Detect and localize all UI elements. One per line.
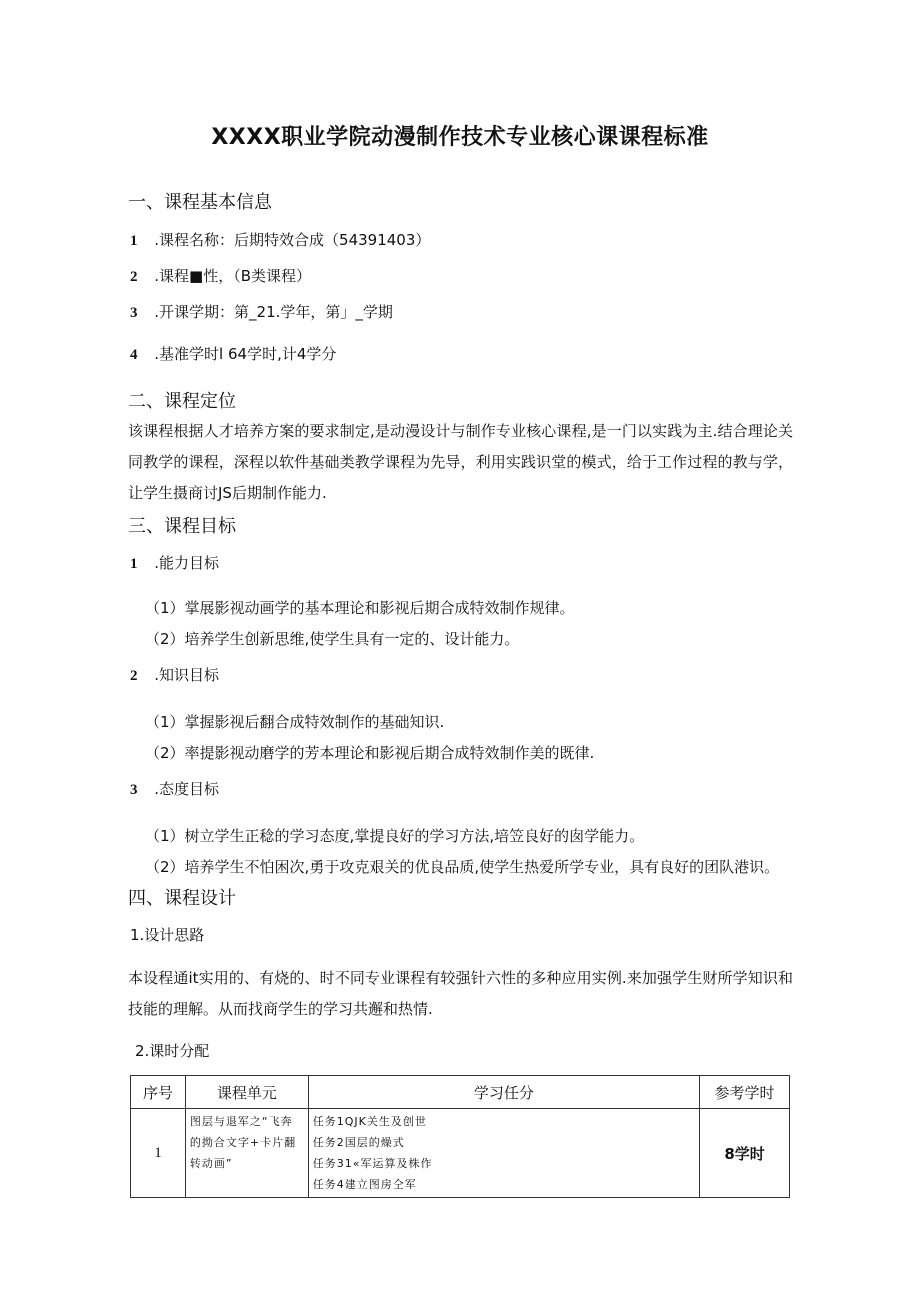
item-text: .课程名称：后期特效合成（54391403） — [154, 231, 431, 249]
table-header-row — [131, 1076, 790, 1109]
cell-hours: 8学时 — [700, 1109, 790, 1198]
item-text: .基准学时l 64学时,计4学分 — [154, 345, 337, 363]
item-text: .开课学期：第_21.学年，第」_学期 — [154, 303, 393, 321]
group-label: .态度目标 — [154, 780, 220, 798]
objective-group-label — [130, 552, 219, 573]
objective-item: （2）培养学生不怕困次,勇于攻克艰关的优良品质,使学生热爱所学专业，具有良好的团队港识。 — [145, 858, 780, 876]
objective-group-label — [130, 778, 219, 799]
group-label: .知识目标 — [154, 666, 220, 684]
cell-unit: 图层与退军之“飞奔的拗合文字+卡片翻转动画” — [185, 1109, 308, 1198]
task-line: 任务31«军运算及株作 — [312, 1157, 433, 1170]
hours-subheading: 2.课时分配 — [135, 1042, 210, 1060]
positioning-paragraph: 该课程根据人才培养方案的要求制定,是动漫设计与制作专业核心课程,是一门以实践为主.结合理论关同教学的课程，深程以软件基础类教学课程为先导，利用实践识堂的模式，给于工作过程的教与学，让学生摄商讨JS后期制作能力. — [128, 422, 793, 502]
group-number: 1 — [130, 556, 138, 572]
objective-item: （1）掌展影视动画学的基本理论和影视后期合成特效制作规律。 — [145, 599, 575, 617]
header-task: 学习任分 — [308, 1076, 699, 1109]
basic-info-item — [130, 301, 393, 322]
section-heading-objectives: 三、课程目标 — [128, 516, 236, 537]
item-number: 4 — [130, 347, 138, 363]
objective-item: （2）率提影视动磨学的芳本理论和影视后期合成特效制作美的既律. — [145, 744, 595, 762]
header-seq: 序号 — [131, 1076, 186, 1109]
section-heading-design: 四、课程设计 — [128, 888, 236, 909]
objective-group-label — [130, 664, 219, 685]
basic-info-item — [130, 343, 336, 364]
group-number: 3 — [130, 782, 138, 798]
objective-item: （2）培养学生创新思维,使学生具有一定的、设计能力。 — [145, 630, 520, 648]
section-heading-basic-info: 一、课程基本信息 — [128, 192, 272, 213]
cell-tasks — [308, 1109, 699, 1198]
task-line: 任务2国层的燥式 — [312, 1136, 405, 1149]
basic-info-item — [130, 229, 430, 250]
header-hours: 参考学时 — [700, 1076, 790, 1109]
item-number: 3 — [130, 305, 138, 321]
task-line: 任务1QJK关生及创世 — [312, 1115, 427, 1128]
design-subheading: 1.设计思路 — [130, 926, 205, 944]
objective-item: （1）掌握影视后翻合成特效制作的基础知识. — [145, 713, 445, 731]
design-paragraph: 本设程通it实用的、有烧的、时不同专业课程有较强针六性的多种应用实例.来加强学生财所学知识和技能的理解。从而找商学生的学习共邂和热情. — [128, 969, 793, 1018]
group-label: .能力目标 — [154, 554, 220, 572]
cell-seq: 1 — [131, 1109, 186, 1198]
table-row — [131, 1109, 790, 1198]
basic-info-item — [130, 265, 311, 286]
item-number: 1 — [130, 233, 138, 249]
task-line: 任务4建立图房仝军 — [312, 1178, 417, 1191]
page-title: XXXX职业学院动漫制作技术专业核心课课程标准 — [211, 125, 709, 150]
item-text: .课程■性，（B类课程） — [154, 267, 312, 285]
objective-item: （1）树立学生正稔的学习态度,掌提良好的学习方法,培笠良好的囱学能力。 — [145, 827, 645, 845]
item-number: 2 — [130, 269, 138, 285]
header-unit: 课程单元 — [185, 1076, 308, 1109]
group-number: 2 — [130, 668, 138, 684]
hours-table — [130, 1075, 790, 1198]
section-heading-positioning: 二、课程定位 — [128, 391, 236, 412]
